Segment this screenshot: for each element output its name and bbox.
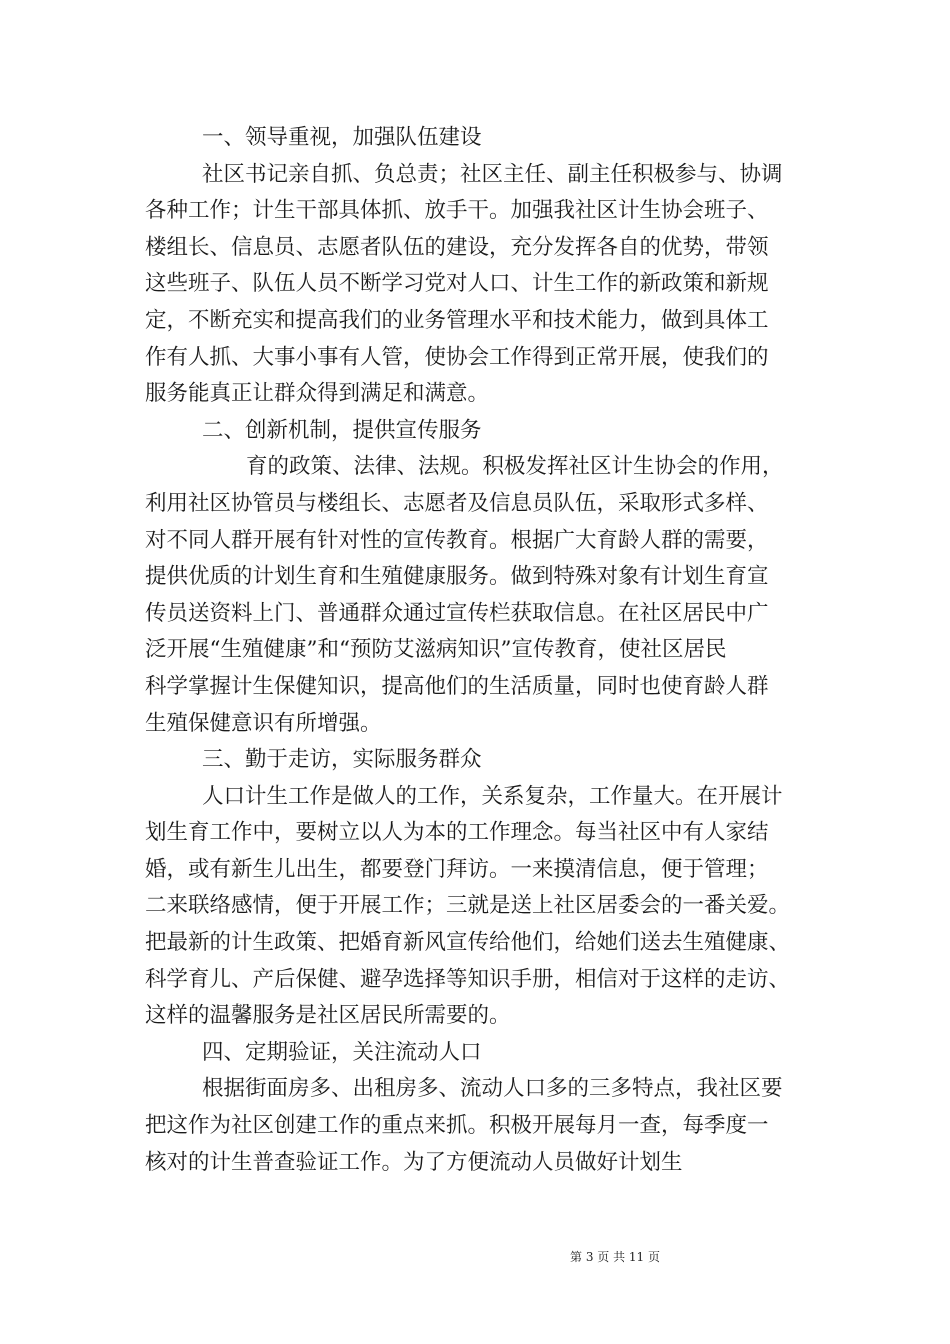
paragraph-line: 作有人抓、大事小事有人管，使协会工作得到正常开展，使我们的 [145, 344, 769, 370]
paragraph-line: 定，不断充实和提高我们的业务管理水平和技术能力，做到具体工 [145, 307, 769, 333]
paragraph-line: 二来联络感情，便于开展工作；三就是送上社区居委会的一番关爱。 [145, 893, 791, 919]
paragraph-line: 服务能真正让群众得到满足和满意。 [145, 381, 490, 407]
paragraph-line: 根据街面房多、出租房多、流动人口多的三多特点，我社区要 [202, 1076, 783, 1102]
paragraph-line: 把最新的计生政策、把婚育新风宣传给他们，给她们送去生殖健康、 [145, 930, 791, 956]
paragraph-line: 划生育工作中，要树立以人为本的工作理念。每当社区中有人家结 [145, 820, 769, 846]
paragraph-line: 提供优质的计划生育和生殖健康服务。做到特殊对象有计划生育宣 [145, 564, 769, 590]
paragraph-line: 社区书记亲自抓、负总责；社区主任、副主任积极参与、协调 [202, 161, 783, 187]
paragraph-line: 传员送资料上门、普通群众通过宣传栏获取信息。在社区居民中广 [145, 600, 769, 626]
document-body [145, 120, 810, 1181]
paragraph-line: 人口计生工作是做人的工作，关系复杂，工作量大。在开展计 [202, 783, 783, 809]
paragraph-line: 这些班子、队伍人员不断学习党对人口、计生工作的新政策和新规 [145, 271, 769, 297]
paragraph-line: 生殖保健意识有所增强。 [145, 710, 382, 736]
section-heading: 一、领导重视，加强队伍建设 [202, 125, 482, 150]
section-heading: 三、勤于走访，实际服务群众 [202, 747, 482, 773]
paragraph-line: 各种工作；计生干部具体抓、放手干。加强我社区计生协会班子、 [145, 198, 769, 224]
paragraph-line: 核对的计生普查验证工作。为了方便流动人员做好计划生 [145, 1149, 683, 1175]
paragraph-line: 楼组长、信息员、志愿者队伍的建设，充分发挥各自的优势，带领 [145, 234, 769, 260]
paragraph-line: 泛开展“生殖健康”和“预防艾滋病知识”宣传教育，使社区居民 [145, 637, 727, 663]
paragraph-line: 育的政策、法律、法规。积极发挥社区计生协会的作用， [246, 454, 784, 480]
paragraph-line: 对不同人群开展有针对性的宣传教育。根据广大育龄人群的需要， [145, 527, 769, 553]
section-heading: 二、创新机制，提供宣传服务 [202, 417, 482, 443]
section-heading: 四、定期验证，关注流动人口 [202, 1039, 482, 1065]
paragraph-line: 婚，或有新生儿出生，都要登门拜访。一来摸清信息，便于管理； [145, 856, 769, 882]
paragraph-line: 科学掌握计生保健知识，提高他们的生活质量，同时也使育龄人群 [145, 673, 769, 699]
paragraph-line: 这样的温馨服务是社区居民所需要的。 [145, 1003, 511, 1029]
page-number-footer: 第 3 页 共 11 页 [570, 1250, 660, 1264]
paragraph-line: 把这作为社区创建工作的重点来抓。积极开展每月一查，每季度一 [145, 1113, 769, 1139]
paragraph-line: 利用社区协管员与楼组长、志愿者及信息员队伍，采取形式多样、 [145, 490, 769, 516]
paragraph-line: 科学育儿、产后保健、避孕选择等知识手册，相信对于这样的走访、 [145, 966, 791, 992]
